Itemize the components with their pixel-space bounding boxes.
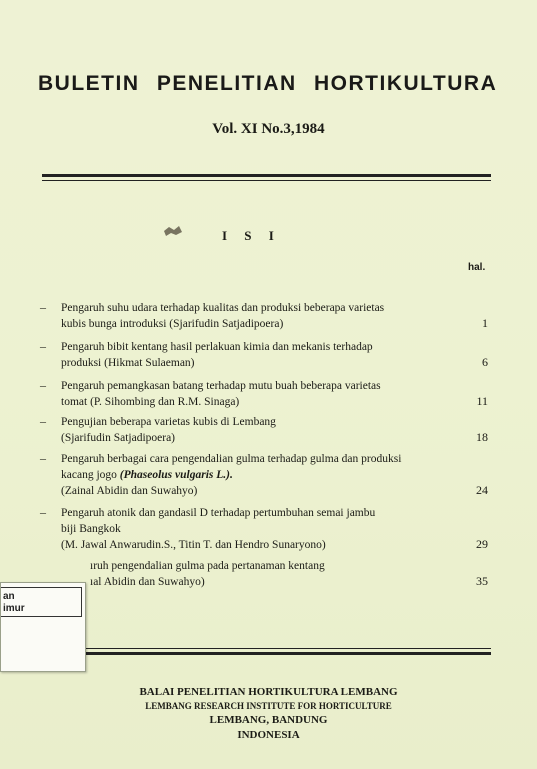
contents-heading: I S I [222, 228, 281, 243]
library-sticker [0, 582, 86, 672]
bottom-rule-thin [42, 648, 491, 649]
toc-entry-page: 6 [482, 355, 488, 369]
toc-entry-line: biji Bangkok [61, 523, 121, 535]
toc-entry-page: 18 [476, 430, 488, 444]
toc-entry-dash: – [40, 505, 46, 519]
page-column-label: hal. [468, 262, 486, 273]
toc-entry-line: ıruh pengendalian gulma pada pertanaman kentang [90, 560, 325, 572]
toc-entry-dash: – [40, 300, 46, 314]
toc-entry-line: tomat (P. Sihombing dan R.M. Sinaga) [61, 396, 240, 408]
toc-entry-title [90, 558, 490, 590]
publisher-city: LEMBANG, BANDUNG [209, 714, 328, 726]
toc-entry-title [61, 300, 461, 332]
toc-entry-title [61, 339, 461, 371]
toc-entry-page: 1 [482, 316, 488, 330]
toc-entry-dash: – [40, 339, 46, 353]
toc-entry-line: Pengaruh pemangkasan batang terhadap mutu buah beberapa varietas [61, 380, 381, 392]
publisher-country: INDONESIA [237, 729, 300, 741]
toc-entry-line: (Sjarifudin Satjadipoera) [61, 432, 176, 444]
toc-entry-title [61, 414, 461, 446]
volume-issue: Vol. XI No.3,1984 [212, 121, 325, 137]
toc-entry-line: Pengujian beberapa varietas kubis di Lembang [61, 416, 276, 428]
toc-entry-line: produksi (Hikmat Sulaeman) [61, 357, 195, 369]
publisher-name: BALAI PENELITIAN HORTIKULTURA LEMBANG [139, 686, 398, 698]
toc-entry-title [61, 505, 461, 553]
toc-entry-dash: – [40, 414, 46, 428]
toc-entry-page: 29 [476, 537, 488, 551]
toc-entry-dash: – [40, 378, 46, 392]
toc-entry-line: (Zainal Abidin dan Suwahyo) [61, 485, 198, 497]
toc-entry-line: Pengaruh atonik dan gandasil D terhadap pertumbuhan semai jambu [61, 507, 376, 519]
bottom-rule-thick [42, 652, 491, 655]
toc-entry-line: ıal Abidin dan Suwahyo) [90, 576, 205, 588]
toc-entry-title [61, 451, 461, 499]
sticker-line-1: an [3, 591, 15, 602]
toc-entry-title [61, 378, 461, 410]
toc-entry-line: Pengaruh berbagai cara pengendalian gulma terhadap gulma dan produksi [61, 453, 402, 465]
toc-entry-line: kubis bunga introduksi (Sjarifudin Satjadipoera) [61, 318, 284, 330]
toc-entry-dash: – [40, 451, 46, 465]
toc-entry-page: 24 [476, 483, 488, 497]
toc-entry-line: Pengaruh suhu udara terhadap kualitas dan produksi beberapa varietas [61, 302, 385, 314]
toc-entry-page: 11 [476, 394, 488, 408]
toc-entry-line: Pengaruh bibit kentang hasil perlakuan kimia dan mekanis terhadap [61, 341, 373, 353]
sticker-line-2: imur [3, 603, 25, 614]
toc-entry-page: 35 [476, 574, 488, 588]
toc-entry-line: kacang jogo (Phaseolus vulgaris L.). [61, 469, 233, 481]
publisher-english-name: LEMBANG RESEARCH INSTITUTE FOR HORTICULTURE [145, 701, 392, 711]
journal-title: BULETIN PENELITIAN HORTIKULTURA [38, 72, 498, 95]
toc-entry-line: (M. Jawal Anwarudin.S., Titin T. dan Hendro Sunaryono) [61, 539, 326, 551]
